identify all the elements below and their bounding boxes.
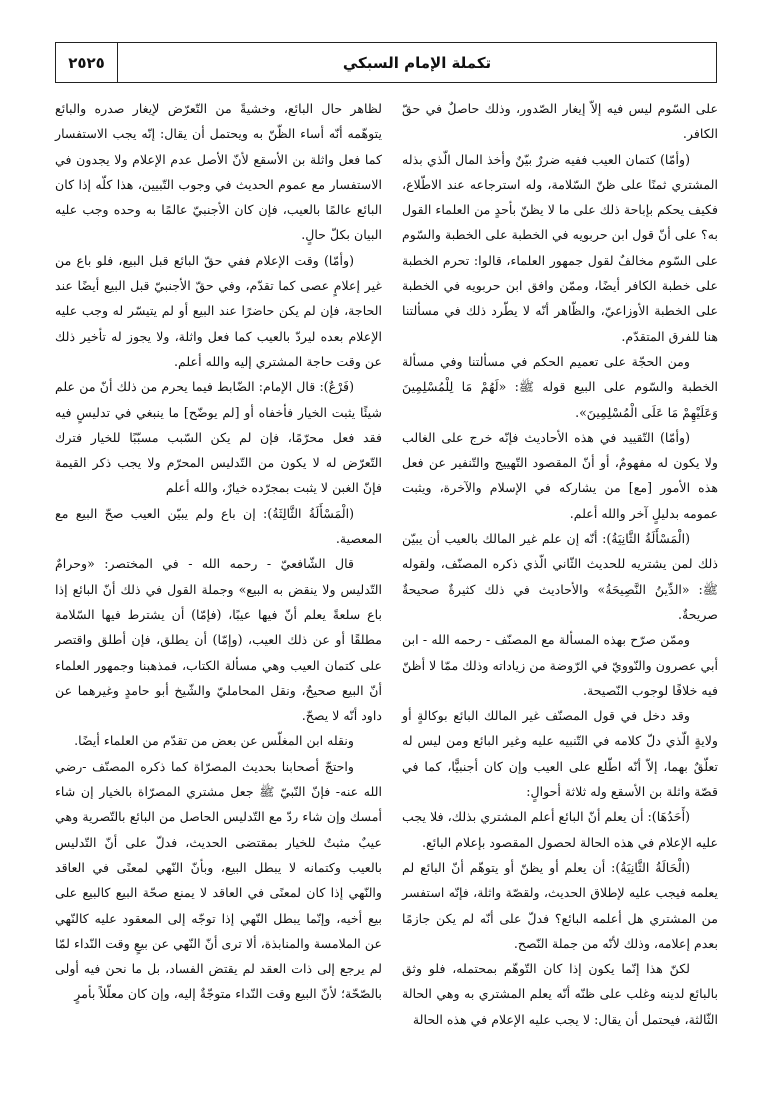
paragraph: على السّوم ليس فيه إلاّ إيغار الصّدور، وذلك حاصلٌ في حقّ الكافر. <box>402 101 718 142</box>
paragraph: وممّن صرّح بهذه المسألة مع المصنّف - رحمه الله - ابن أبي عصرون والنّوويّ في الرّوضة من زياداته وذلك ممّا لا أظنّ فيه خلافًا لوجوب النّصيحة. <box>402 632 718 698</box>
left-column <box>55 96 382 1007</box>
running-header <box>55 42 717 83</box>
paragraph: لكنّ هذا إنّما يكون إذا كان التّوهّم بمحتمله، فلو وثق بالبائع لدينه وغلب على ظنّه أنّه يعلم المشتري به وهي الحالة الثّالثة، فيحتمل أن يقال: لا يجب عليه الإعلام في هذه الحالة <box>402 961 718 1027</box>
paragraph: ومن الحجّة على تعميم الحكم في مسألتنا وفي مسألة الخطبة والسّوم على البيع قوله ﷺ: «لَهُمْ مَا لِلْمُسْلِمِينَ وَعَلَيْهِمْ مَا عَلَى الْمُسْلِمِينَ». <box>402 353 718 420</box>
paragraph: (وأمّا) وقت الإعلام ففي حقّ البائع قبل البيع، فلو باع من غير إعلامٍ عصى كما تقدّم، وفي حقّ الأجنبيّ قبل البيع أيضًا عند الحاجة، فإن لم يكن حاضرًا عند البيع أو لم يتيسّر له وجب عليه الإعلام بعده ليردّ بالعيب كما فعل واثلة، ولا يجوز له تأخير ذلك عن وقت حاجة المشتري إليه والله أعلم. <box>55 252 382 369</box>
paragraph: (الْحَالَةُ الثَّانِيَةُ): أن يعلم أو يظنّ أو يتوهّم أنّ البائع لم يعلمه فيجب عليه لإطلاق الحديث، ولقصّة واثلة، فإنّه استفسر من المشتري هل أعلمه البائع؟ فدلّ على أنّه لم يكن جازمًا بعدم إعلامه، وذلك لأنّه من جملة النّصح. <box>402 859 718 951</box>
paragraph: (الْمَسْأَلَةُ الثَّالِثَةُ): إن باع ولم يبيّن العيب صحّ البيع مع المعصية. <box>55 505 382 547</box>
paragraph: قال الشّافعيّ - رحمه الله - في المختصر: «وحرامٌ التّدليس ولا ينقض به البيع» وجملة القول في ذلك أنّ البائع إذا باع سلعةً يعلم أنّ فيها عيبًا، (فإمّا) أن يشترط فيها السّلامة مطلقًا أو عن ذلك العيب، (وإمّا) أن يطلق، فإن أطلق واقتصر على كتمان العيب وهي مسألة الكتاب، فمذهبنا وجمهور العلماء أنّ البيع صحيحٌ، ونقل المحامليّ والشّيخ أبو حامدٍ وغيرهما عن داود أنّه لا يصحّ. <box>55 556 382 724</box>
running-title: تكملة الإمام السبكي <box>342 53 492 72</box>
paragraph: (وأمّا) التّقييد في هذه الأحاديث فإنّه خرج على الغالب ولا يكون له مفهومٌ، أو أنّ المقصود التّهييج والتّنفير عن فعل هذه الأمور [مع] من يشاركه في الإسلام والآخرة، ويثبت عمومه بدليلٍ آخر والله أعلم. <box>402 429 718 521</box>
paragraph: لظاهر حال البائع، وخشيةً من التّعرّض لإيغار صدره والبائع يتوهّمه أنّه أساء الظّنّ به ويحتمل أن يقال: إنّه يجب الاستفسار كما فعل واثلة بن الأسقع لأنّ الأصل عدم الإعلام ولا يجدون في الاستفسار مع عموم الحديث في وجوب التّبيين، هذا كلّه إذا كان البائع عالمًا بالعيب، فإن كان الأجنبيّ عالمًا به وحده وجب عليه البيان بكلّ حالٍ. <box>55 101 382 243</box>
paragraph: (أَحَدُهَا): أن يعلم أنّ البائع أعلم المشتري بذلك، فلا يجب عليه الإعلام في هذه الحالة لحصول المقصود بإعلام البائع. <box>402 809 718 850</box>
page-number: ٢٥٢٥ <box>56 43 118 82</box>
right-column <box>402 96 718 1032</box>
paragraph: (وأمّا) كتمان العيب ففيه ضررٌ بيّنٌ وأخذ المال الّذي بذله المشتري ثمنًا على ظنّ السّلامة، وله استرجاعه عند الاطّلاع، فكيف يحكم بإباحة ذلك على ما لا يظنّ بأحدٍ من العلماء القول به؟ على أنّ قول ابن حربويه في الخطبة على الخطبة والسّوم على السّوم مخالفٌ لقول جمهور العلماء، قالوا: تحرم الخطبة على خطبة الكافر أيضًا، وممّن وافق ابن حربويه في الخطبة على الخطبة الأوزاعيّ، والظّاهر أنّه لا يطّرد ذلك في مسألتنا هنا للفرق المتقدّم. <box>402 151 718 344</box>
paragraph: واحتجّ أصحابنا بحديث المصرّاة كما ذكره المصنّف -رضي الله عنه- فإنّ النّبيّ ﷺ جعل مشتري المصرّاة بالخيار إن شاء أمسك وإن شاء ردّ مع التّدليس الحاصل من البائع بالتّصرية وهي عيبٌ مثبتٌ للخيار بمقتضى الحديث، فدلّ على أنّ التّدليس بالعيب وكتمانه لا يبطل البيع، وبأنّ النّهي لمعنًى في العاقد والنّهي إذا كان لمعنًى في العاقد لا يمنع صحّة البيع كالبيع على بيع أخيه، وإنّما يبطل النّهي إذا توجّه إلى المعقود عليه كالنّهي عن الملامسة والمنابذة، ألا ترى أنّ النّهي عن بيعٍ وقت النّداء لمّا لم يرجع إلى ذات العقد لم يقتض الفساد، بل ما نحن فيه أولى بالصّحّة؛ لأنّ البيع وقت النّداء متوجّةٌ إليه، وإن كان معلّلاً بأمرٍ <box>55 758 382 1002</box>
paragraph: (الْمَسْأَلَةُ الثَّانِيَةُ): أنّه إن علم غير المالك بالعيب أن يبيّن ذلك لمن يشتريه للحديث الثّاني الّذي ذكره المصنّف، ولقوله ﷺ: «الدِّينُ النَّصِيحَةُ» والأحاديث في ذلك كثيرةٌ صحيحةٌ صريحةٌ. <box>402 531 718 622</box>
paragraph: وقد دخل في قول المصنّف غير المالك البائع بوكالةٍ أو ولايةٍ الّذي دلّ كلامه في التّنبيه عليه وغير البائع ومن ليس له تعلّقٌ بهما، إلاّ أنّه اطّلع على العيب وإن كان أجنبيًّا، كما في قصّة واثلة بن الأسقع وله ثلاثة أحوالٍ: <box>402 708 718 800</box>
paragraph: ونقله ابن المغلّس عن بعض من تقدّم من العلماء أيضًا. <box>74 733 354 749</box>
paragraph: (فَرْعٌ): قال الإمام: الضّابط فيما يحرم من ذلك أنّ من علم شيئًا يثبت الخيار فأخفاه أو [لم يوضّح] ما ينبغي في تدليسٍ فيه فقد فعل محرّمًا، فإن لم يكن السّبب مسبّبًا للخيار فترك التّعرّض له لا يكون من التّدليس المحرّم ولا يجب ذكر القيمة فإنّ الغبن لا يثبت بمجرّده خيارٌ، والله أعلم <box>55 379 382 496</box>
